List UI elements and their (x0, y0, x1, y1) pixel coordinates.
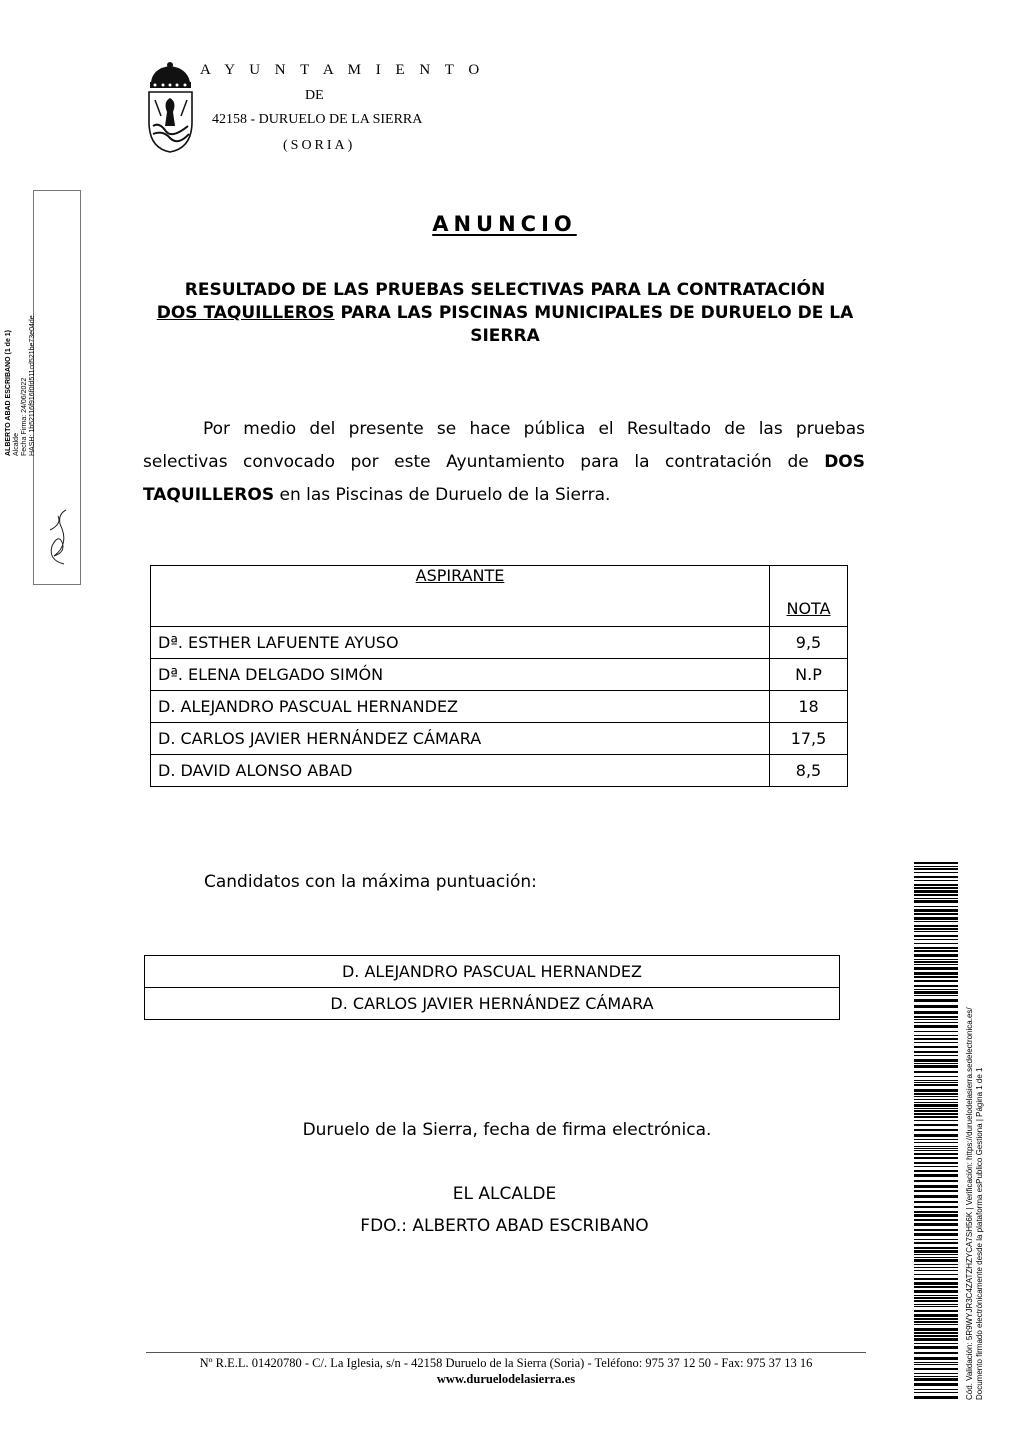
applicant-score: 8,5 (770, 755, 848, 787)
para-text-a: Por medio del presente se hace pública el Resultado de las pruebas selectivas convocado por este Ayuntamiento para la contratación de (143, 419, 865, 472)
validation-line2: Documento firmado electrónicamente desde la plataforma esPublico Gestiona | Página 1 de 1 (975, 1067, 984, 1400)
page-title: ANUNCIO (432, 212, 577, 236)
subtitle-part2: PARA LAS PISCINAS MUNICIPALES DE DURUELO DE LA SIERRA (340, 303, 854, 346)
para-text-b: en las Piscinas de Duruelo de la Sierra. (274, 485, 611, 505)
signature-hash: HASH: 1b52116f916f0fd511cd521be73e04de (29, 315, 36, 456)
table-row (151, 627, 848, 659)
validation-text (965, 1007, 985, 1400)
handwritten-signature-icon (40, 494, 76, 574)
applicant-name: Dª. ELENA DELGADO SIMÓN (151, 659, 770, 691)
barcode-icon (914, 862, 958, 1400)
header-nota: NOTA (770, 566, 848, 627)
candidates-label: Candidatos con la máxima puntuación: (204, 872, 537, 892)
para-text-bold: DOS TAQUILLEROS (143, 452, 865, 505)
signature-text (5, 315, 37, 456)
table-header-row (151, 566, 848, 627)
coat-of-arms-icon (143, 60, 198, 155)
applicant-name: D. ALEJANDRO PASCUAL HERNANDEZ (151, 691, 770, 723)
footer-divider (146, 1352, 866, 1353)
signer-title: EL ALCALDE (452, 1184, 557, 1204)
candidates-table (144, 955, 840, 1020)
header-aspirante: ASPIRANTE (151, 566, 770, 627)
signature-name: ALBERTO ABAD ESCRIBANO (1 de 1) (5, 329, 12, 456)
table-row (151, 723, 848, 755)
subtitle-part1: RESULTADO DE LAS PRUEBAS SELECTIVAS PARA LA CONTRATACIÓN (184, 280, 826, 300)
applicant-score: 18 (770, 691, 848, 723)
applicant-score: 9,5 (770, 627, 848, 659)
table-row (145, 988, 840, 1020)
candidate-name: D. CARLOS JAVIER HERNÁNDEZ CÁMARA (145, 988, 840, 1020)
table-row (151, 755, 848, 787)
applicant-name: Dª. ESTHER LAFUENTE AYUSO (151, 627, 770, 659)
letterhead-line1: A Y U N T A M I E N T O (200, 62, 485, 78)
signer-name: FDO.: ALBERTO ABAD ESCRIBANO (360, 1216, 649, 1236)
footer-website: www.duruelodelasierra.es (436, 1372, 576, 1386)
candidate-name: D. ALEJANDRO PASCUAL HERNANDEZ (145, 956, 840, 988)
letterhead-line2: DE (305, 88, 324, 103)
intro-paragraph (143, 413, 865, 512)
validation-line1: Cód. Validación: 5R9WYJR3C4ZATZHZYCA7SH56K | Verificación: https://duruelodelasierra.sedelectronica.es/ (965, 1007, 974, 1400)
results-table (150, 565, 848, 787)
footer-address: Nº R.E.L. 01420780 - C/. La Iglesia, s/n - 42158 Duruelo de la Sierra (Soria) - Teléfono: 975 37 12 50 - Fax: 975 37 13 16 (199, 1356, 813, 1370)
signature-date: Fecha Firma: 24/06/2022 (21, 377, 28, 456)
table-row (151, 691, 848, 723)
applicant-name: D. CARLOS JAVIER HERNÁNDEZ CÁMARA (151, 723, 770, 755)
applicant-name: D. DAVID ALONSO ABAD (151, 755, 770, 787)
applicant-score: N.P (770, 659, 848, 691)
subtitle-underlined: DOS TAQUILLEROS (156, 303, 335, 323)
letterhead-line4: (SORIA) (283, 138, 356, 153)
table-row (145, 956, 840, 988)
applicant-score: 17,5 (770, 723, 848, 755)
place-date: Duruelo de la Sierra, fecha de firma electrónica. (302, 1120, 712, 1140)
document-subtitle (140, 279, 870, 348)
table-row (151, 659, 848, 691)
letterhead-line3: 42158 - DURUELO DE LA SIERRA (212, 112, 423, 127)
signature-stamp (5, 190, 81, 585)
signature-role: Alcalde (13, 433, 20, 456)
